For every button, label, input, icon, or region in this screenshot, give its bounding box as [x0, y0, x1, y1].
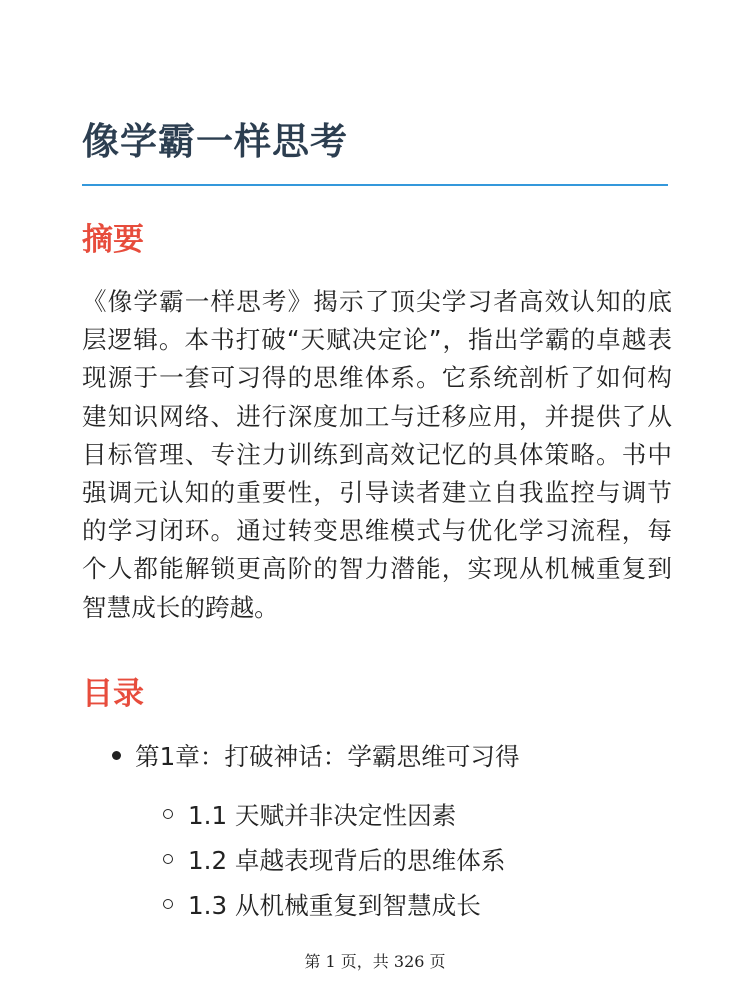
toc-section-item	[163, 794, 456, 834]
toc-chapter-label: 第1章：打破神话：学霸思维可习得	[135, 741, 520, 771]
toc-section-label: 1.1 天赋并非决定性因素	[188, 800, 457, 830]
abstract-heading: 摘要	[82, 222, 144, 258]
document-title: 像学霸一样思考	[82, 120, 348, 163]
bullet-circle-icon	[163, 809, 173, 819]
bullet-disc-icon	[112, 751, 121, 760]
toc-chapter-item	[112, 732, 520, 778]
abstract-paragraph: 《像学霸一样思考》揭示了顶尖学习者高效认知的底层逻辑。本书打破“天赋决定论”，指出学霸的卓越表现源于一套可习得的思维体系。它系统剖析了如何构建知识网络、进行深度加工与迁移应用，并提供了从目标管理、专注力训练到高效记忆的具体策略。书中强调元认知的重要性，引导读者建立自我监控与调节的学习闭环。通过转变思维模式与优化学习流程，每个人都能解锁更高阶的智力潜能，实现从机械重复到智慧成长的跨越。	[82, 287, 672, 622]
toc-heading: 目录	[82, 676, 144, 712]
toc-section-item	[163, 884, 481, 924]
page-number-footer: 第 1 页，共 326 页	[304, 952, 446, 971]
toc-section-label: 1.2 卓越表现背后的思维体系	[188, 845, 506, 875]
toc-section-item	[163, 839, 505, 879]
bullet-circle-icon	[163, 899, 173, 909]
bullet-circle-icon	[163, 854, 173, 864]
title-divider	[82, 184, 668, 186]
toc-section-label: 1.3 从机械重复到智慧成长	[188, 890, 481, 920]
